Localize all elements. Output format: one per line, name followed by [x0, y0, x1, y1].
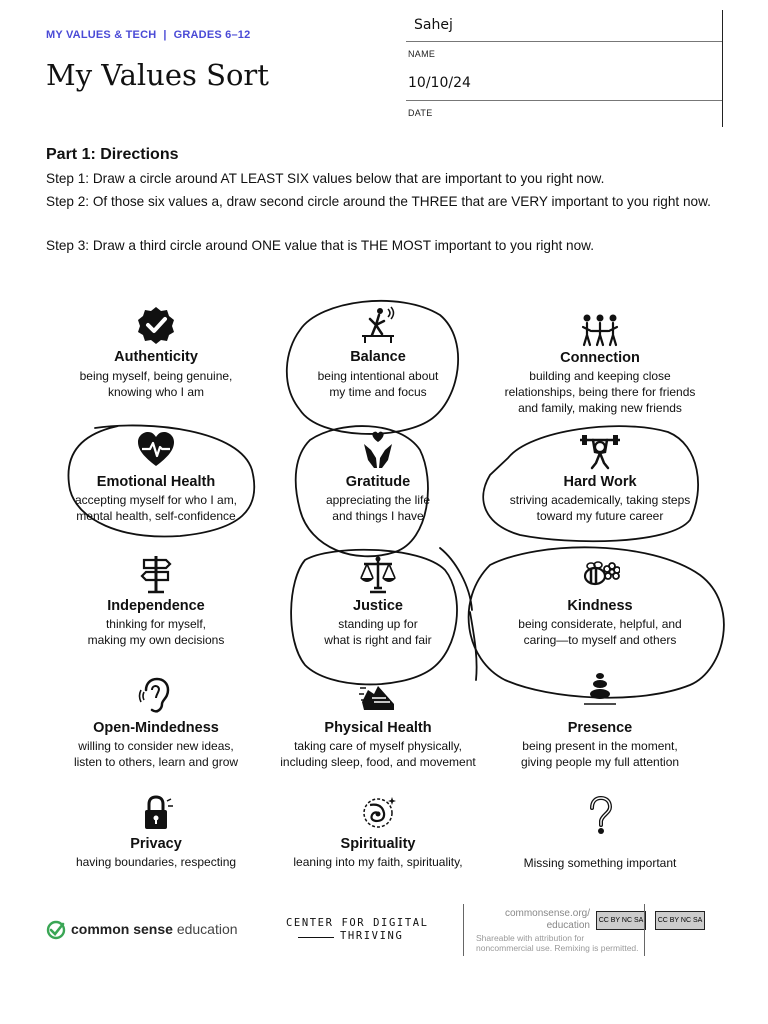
directions-heading: Part 1: Directions: [46, 146, 179, 163]
common-sense-logo: [46, 919, 246, 941]
name-rule: [406, 41, 722, 42]
value-name: Independence: [107, 598, 205, 614]
padlock-icon: [136, 793, 176, 833]
check-circle-icon: [46, 920, 66, 940]
question-mark-icon: [580, 796, 620, 836]
value-name: Privacy: [130, 836, 182, 852]
value-desc: standing up for: [338, 617, 418, 631]
step-2: Step 2: Of those six values a, draw second circle around the THREE that are VERY important to you right now.: [46, 194, 711, 209]
value-desc: having boundaries, respecting: [75, 855, 237, 869]
value-name: Balance: [350, 349, 406, 365]
value-name: Gratitude: [345, 474, 411, 490]
brand1-light: education: [172, 921, 238, 937]
value-desc: being myself, being genuine,: [79, 369, 233, 383]
circle-extra-stroke: [440, 548, 477, 680]
value-desc: being intentional about: [317, 369, 439, 383]
value-desc: leaning into my faith, spirituality,: [293, 855, 463, 869]
value-desc: striving academically, taking steps: [509, 493, 691, 507]
value-name: Spirituality: [340, 836, 416, 852]
value-desc: taking care of myself physically,: [294, 739, 462, 753]
footer-url[interactable]: [476, 908, 590, 932]
url-line2: education: [546, 920, 590, 931]
galaxy-icon: [358, 793, 398, 833]
step-3: Step 3: Draw a third circle around ONE value that is THE MOST important to you right now.: [46, 238, 595, 253]
value-desc: being considerate, helpful, and: [518, 617, 682, 631]
url-line1: commonsense.org/: [504, 908, 590, 919]
cdt-line1: CENTER FOR DIGITAL: [286, 917, 429, 929]
bee-flower-icon: [580, 554, 620, 594]
value-name: Connection: [560, 350, 640, 366]
header-divider: [722, 10, 723, 127]
value-name: Kindness: [567, 598, 633, 614]
value-name: Hard Work: [563, 474, 637, 490]
value-desc: building and keeping close: [529, 369, 671, 383]
date-rule: [406, 100, 722, 101]
stacked-stones-icon: [580, 670, 620, 710]
value-desc: making my own decisions: [87, 633, 225, 647]
value-desc: caring—to myself and others: [523, 633, 677, 647]
value-desc: knowing who I am: [107, 385, 205, 399]
value-desc: mental health, self-confidence: [76, 509, 236, 523]
value-desc: being present in the moment,: [522, 739, 678, 753]
value-name: Justice: [353, 598, 403, 614]
value-desc: willing to consider new ideas,: [78, 739, 234, 753]
value-name: Physical Health: [324, 720, 432, 736]
value-desc: thinking for myself,: [105, 617, 207, 631]
scales-icon: [358, 554, 398, 594]
signpost-icon: [136, 554, 176, 594]
value-desc: and family, making new friends: [518, 401, 682, 415]
footer-divider-right: [644, 904, 645, 956]
page-title: My Values Sort: [46, 58, 269, 92]
value-desc: my time and focus: [329, 385, 427, 399]
sneaker-icon: [358, 676, 398, 716]
verified-badge-icon: [136, 305, 176, 345]
listening-ear-icon: [136, 676, 176, 716]
brand1-bold: common sense: [71, 921, 173, 937]
date-label: DATE: [408, 108, 433, 118]
value-desc: relationships, being there for friends: [504, 385, 696, 399]
weightlifter-icon: [580, 430, 620, 470]
name-label: NAME: [408, 49, 436, 59]
value-desc: Missing something important: [523, 856, 677, 870]
license-line1: Shareable with attribution for: [476, 933, 585, 943]
cc-badge-2: CC BY NC SA: [655, 911, 705, 930]
license-line2: noncommercial use. Remixing is permitted.: [476, 943, 639, 953]
value-desc: listen to others, learn and grow: [73, 755, 239, 769]
value-desc: giving people my full attention: [520, 755, 680, 769]
step-1: Step 1: Draw a circle around AT LEAST SIX values below that are important to you right now.: [46, 171, 605, 186]
cc-badge: CC BY NC SA: [596, 911, 646, 930]
cdt-logo: [286, 917, 429, 947]
value-name: Open-Mindedness: [93, 720, 219, 736]
cdt-underline: [298, 937, 334, 938]
grades-label: GRADES 6–12: [173, 29, 251, 41]
value-desc: including sleep, food, and movement: [280, 755, 476, 769]
value-desc: and things I have: [332, 509, 424, 523]
value-name: Presence: [567, 720, 633, 736]
hands-heart-icon: [358, 430, 398, 470]
value-name: Authenticity: [114, 349, 198, 365]
subject-kicker: [46, 29, 250, 41]
date-field[interactable]: 10/10/24: [408, 75, 471, 91]
name-field[interactable]: Sahej: [414, 17, 453, 33]
value-desc: toward my future career: [536, 509, 664, 523]
footer-divider-left: [463, 904, 464, 956]
subject-label: MY VALUES & TECH: [46, 29, 157, 41]
balance-beam-icon: [358, 305, 398, 345]
cdt-line2: THRIVING: [340, 930, 404, 942]
value-desc: what is right and fair: [324, 633, 432, 647]
kicker-separator: |: [163, 29, 167, 41]
license-text: [476, 933, 651, 953]
people-icon: [580, 313, 620, 353]
value-desc: appreciating the life: [325, 493, 431, 507]
heartbeat-icon: [136, 430, 176, 470]
value-name: Emotional Health: [96, 474, 216, 490]
value-desc: accepting myself for who I am,: [74, 493, 238, 507]
